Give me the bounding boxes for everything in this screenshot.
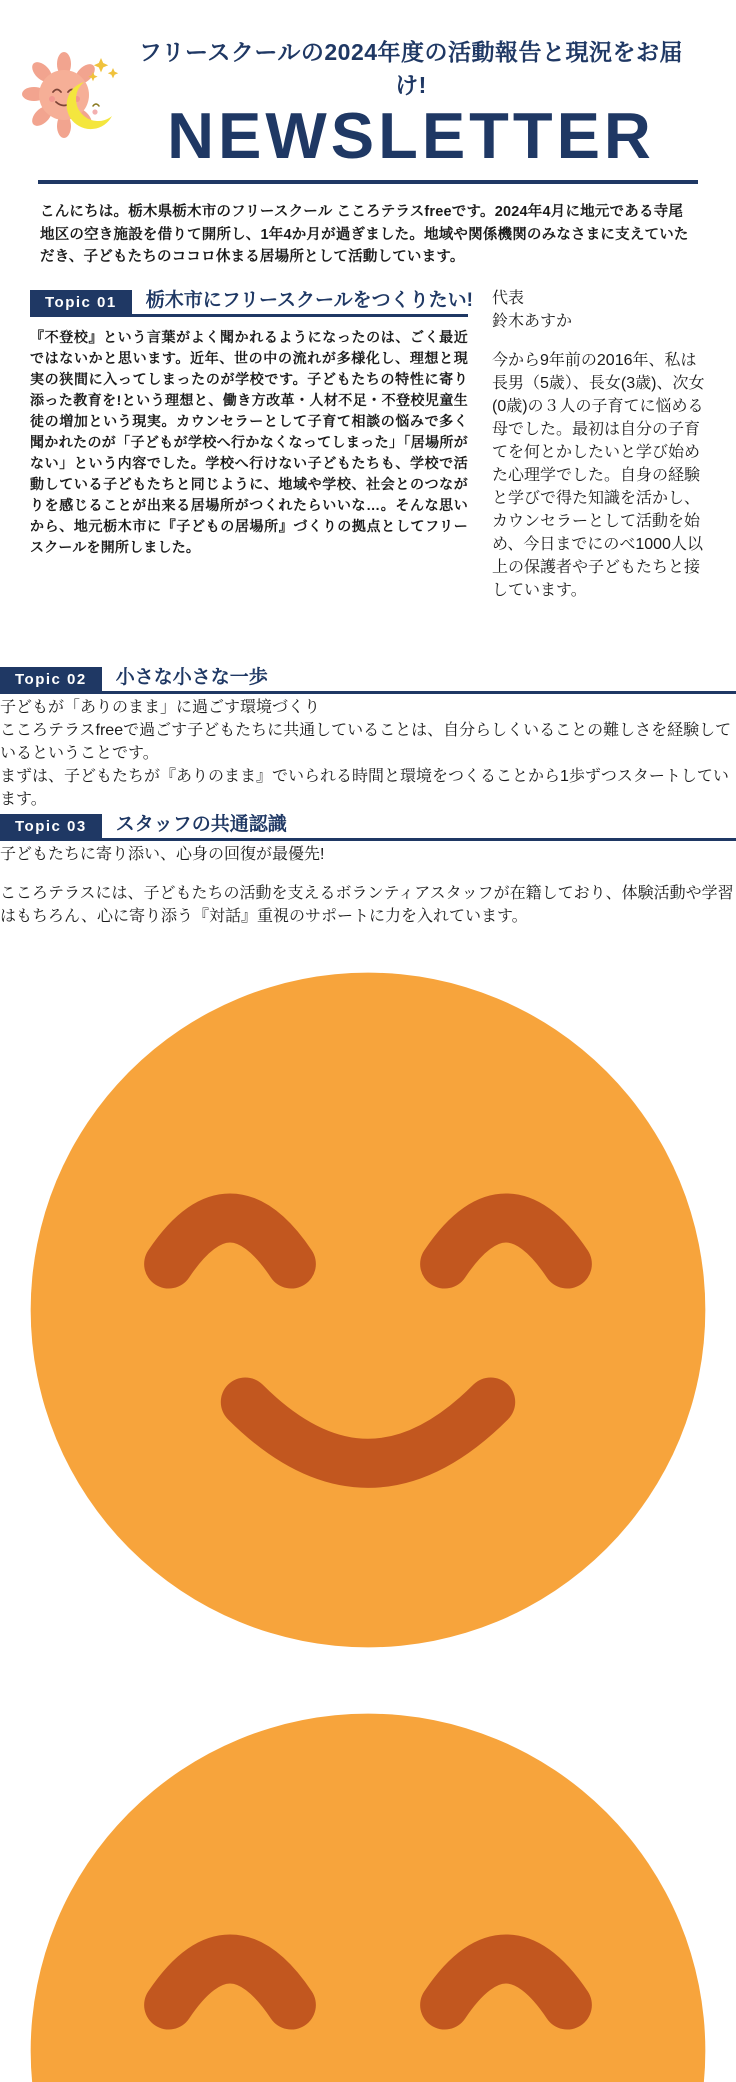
schoolyard-photo: [30, 568, 236, 662]
header-tagline: フリースクールの2024年度の活動報告と現況をお届け!: [138, 39, 684, 98]
topic1-section: [30, 285, 710, 662]
representative-card: [492, 285, 710, 662]
topic1-header: [30, 285, 473, 317]
topic2-badge: Topic 02: [0, 667, 102, 691]
intro-paragraph: こんにちは。栃木県栃木市のフリースクール こころテラスfreeです。2024年4月に地元である寺尾地区の空き施設を借りて開所し、1年4か月が過ぎました。地域や関係機関のみなさまに支えていただき、子どもたちのココロ休まる居場所として活動しています。: [40, 204, 689, 266]
topic3-title: スタッフの共通認識: [115, 813, 287, 835]
topic2-title: 小さな小さな一歩: [115, 666, 268, 688]
topic1-body: 『不登校』という言葉がよく聞かれるようになったのは、ごく最近ではないかと思います。近年、世の中の流れが多様化し、理想と現実の狭間に入ってしまったのが学校です。子どもたちの特性に寄り添った教育を!という理想と、働き方改革・人材不足・不登校児童生徒の増加という現実。カウンセラーとして子育て相談の悩みで多く聞かれたのが「子どもが学校へ行かなくなってしまった」「居場所がない」という内容でした。学校へ行けない子どもたちも、学校で活動している子どもたちと同じように、地域や学校、社会とのつながりを感じることが出来る居場所がつくれたらいいな…。そんな思いから、地元栃木市に『子どもの居場所』づくりの拠点としてフリースクールを開所しました。: [30, 328, 468, 555]
representative-name: 鈴木あすか: [492, 312, 573, 330]
header-divider: [38, 180, 698, 184]
smiley-face-icon: [0, 942, 736, 1678]
representative-role: 代表: [492, 289, 525, 307]
header: [0, 0, 736, 184]
activity-photo-2: [0, 1683, 736, 2082]
topic2-section: [0, 662, 736, 809]
topic3-header: [0, 809, 736, 841]
topic3-body: こころテラスには、子どもたちの活動を支えるボランティアスタッフが在籍しており、体験活動や学習はもちろん、心に寄り添う『対話』重視のサポートに力を入れています。: [0, 884, 734, 925]
topic2-subtitle: 子どもが「ありのまま」に過ごす環境づくり: [0, 698, 321, 716]
topic3-badge: Topic 03: [0, 814, 102, 838]
topic2-header: [0, 662, 736, 694]
topic1-title: 栃木市にフリースクールをつくりたい!: [145, 289, 473, 311]
topic2-body-1: こころテラスfreeで過ごす子どもたちに共通していることは、自分らしくいることの難しさを経験しているということです。: [0, 721, 732, 762]
topic3-section: [0, 809, 736, 2082]
topic1-badge: Topic 01: [30, 290, 132, 314]
topic3-subtitle: 子どもたちに寄り添い、心身の回復が最優先!: [0, 845, 325, 863]
newsletter-title: NEWSLETTER: [167, 99, 655, 172]
topic2-body-2: まずは、子どもたちが『ありのまま』でいられる時間と環境をつくることから1歩ずつスタートしています。: [0, 767, 729, 808]
activity-photo-1: [0, 942, 736, 1683]
smiley-face-icon: [0, 1683, 736, 2082]
sun-and-moon-logo-icon: [22, 50, 122, 142]
representative-bio: 今から9年前の2016年、私は長男（5歳）、長女(3歳)、次女(0歳)の３人の子育てに悩める母でした。最初は自分の子育てを何とかしたいと学び始めた心理学でした。自身の経験と学びで得た知識を活かし、カウンセラーとして活動を始め、今日までにのべ1000人以上の保護者や子どもたちと接しています。: [492, 351, 705, 599]
